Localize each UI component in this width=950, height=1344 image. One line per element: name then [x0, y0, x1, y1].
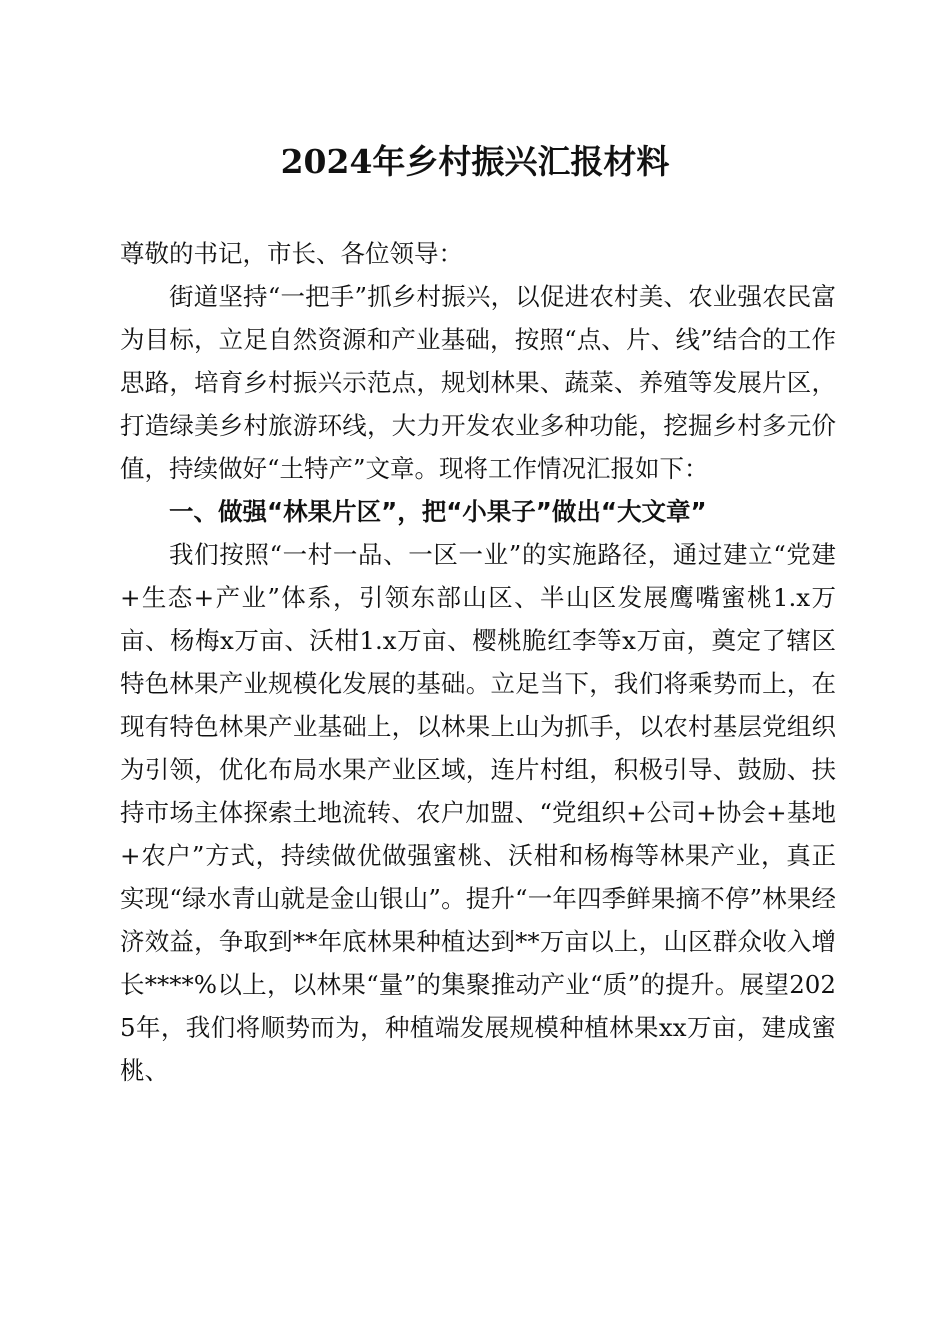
intro-paragraph: 街道坚持“一把手”抓乡村振兴，以促进农村美、农业强农民富为目标，立足自然资源和产业基础，按照“点、片、线”结合的工作思路，培育乡村振兴示范点，规划林果、蔬菜、养殖等发展片区，打造绿美乡村旅游环线，大力开发农业多种功能，挖掘乡村多元价值，持续做好“土特产”文章。现将工作情况汇报如下： — [120, 282, 836, 483]
document-title: 2024年乡村振兴汇报材料 — [280, 142, 670, 181]
section-heading-1: 一、做强“林果片区”，把“小果子”做出“大文章” — [169, 497, 707, 526]
section-paragraph-1: 我们按照“一村一品、一区一业”的实施路径，通过建立“党建+生态+产业”体系，引领东部山区、半山区发展鹰嘴蜜桃1.x万亩、杨梅x万亩、沃柑1.x万亩、樱桃脆红李等x万亩，奠定了辖区特色林果产业规模化发展的基础。立足当下，我们将乘势而上，在现有特色林果产业基础上，以林果上山为抓手，以农村基层党组织为引领，优化布局水果产业区域，连片村组，积极引导、鼓励、扶持市场主体探索土地流转、农户加盟、“党组织+公司+协会+基地+农户”方式，持续做优做强蜜桃、沃柑和杨梅等林果产业，真正实现“绿水青山就是金山银山”。提升“一年四季鲜果摘不停”林果经济效益，争取到**年底林果种植达到**万亩以上，山区群众收入增长****%以上，以林果“量”的集聚推动产业“质”的提升。展望2025年，我们将顺势而为，种植端发展规模种植林果xx万亩，建成蜜桃、 — [120, 540, 836, 1085]
document-body — [120, 232, 836, 1092]
greeting-line: 尊敬的书记，市长、各位领导： — [120, 239, 463, 268]
